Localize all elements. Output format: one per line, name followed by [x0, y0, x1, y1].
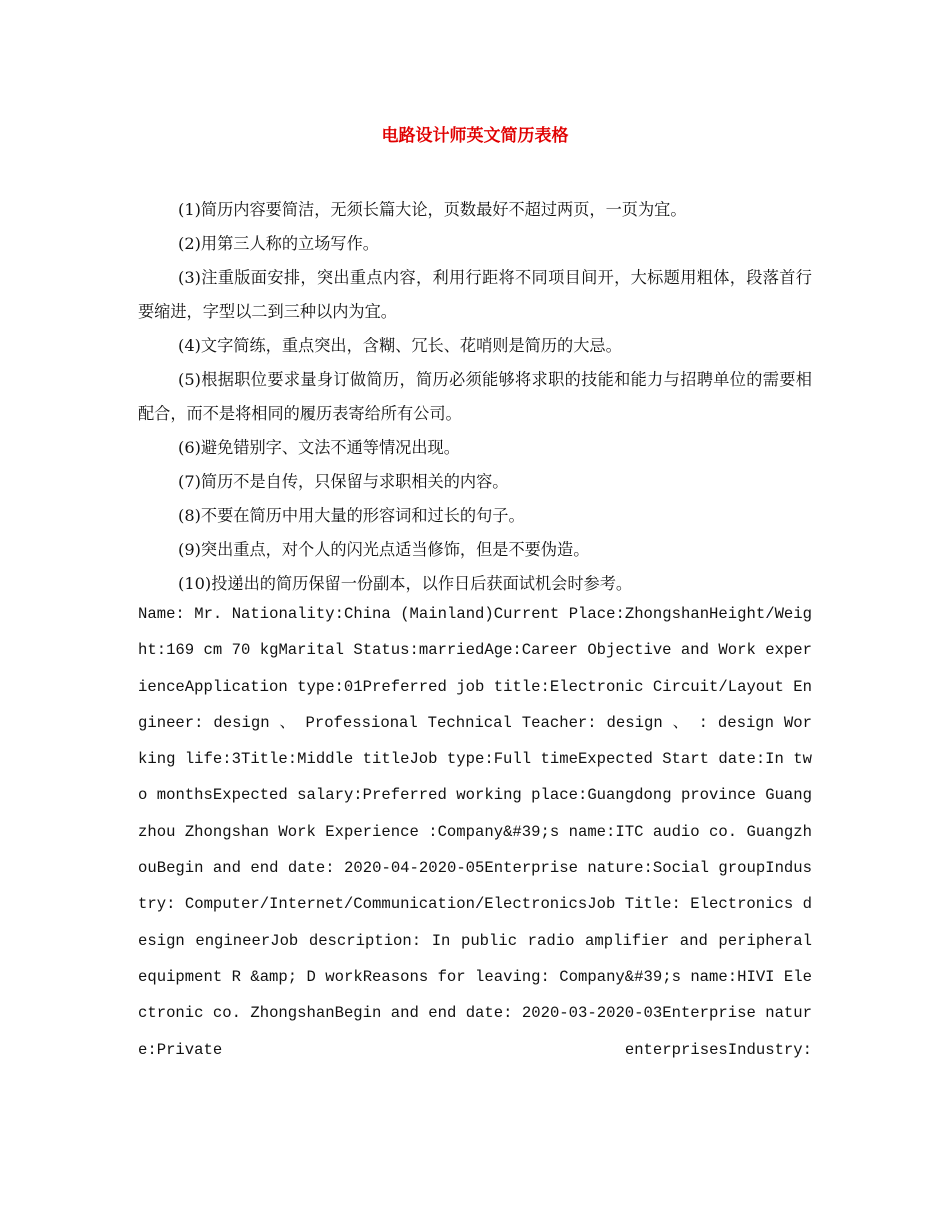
- resume-body-text: Name: Mr. Nationality:China (Mainland)Current Place:ZhongshanHeight/Weight:169 cm 70 kgMarital Status:marriedAge:Career Objective and Work experienceApplication type:01Preferred job title:Electronic Circuit/Layout Engineer: design 、 Professional Technical Teacher: design 、 : design Working life:3Title:Middle titleJob type:Full timeExpected Start date:In two monthsExpected salary:Preferred working place:Guangdong province Guangzhou Zhongshan Work Experience :Company&#39;s name:ITC audio co. GuangzhouBegin and end date: 2020-04-2020-05Enterprise nature:Social groupIndustry: Computer/Internet/Communication/ElectronicsJob Title: Electronics design engineerJob description: In public radio amplifier and peripheral equipment R &amp; D workReasons for leaving: Company&#39;s name:HIVI Electronic co. ZhongshanBegin and end date: 2020-03-2020-03Enterprise nature:Private enterprisesIndustry:: [138, 605, 812, 1059]
- tip-item: (8)不要在简历中用大量的形容词和过长的句子。: [178, 506, 525, 525]
- tip-item: (10)投递出的简历保留一份副本，以作日后获面试机会时参考。: [178, 574, 633, 593]
- tip-item: (4)文字简练，重点突出，含糊、冗长、花哨则是简历的大忌。: [178, 336, 622, 355]
- tip-item: (3)注重版面安排，突出重点内容，利用行距将不同项目间开，大标题用粗体，段落首行要缩进，字型以二到三种以内为宜。: [138, 268, 812, 321]
- tip-item: (9)突出重点，对个人的闪光点适当修饰，但是不要伪造。: [178, 540, 590, 559]
- tip-item: (6)避免错别字、文法不通等情况出现。: [178, 438, 460, 457]
- tip-item: (1)简历内容要简洁，无须长篇大论，页数最好不超过两页，一页为宜。: [178, 200, 687, 219]
- tip-item: (5)根据职位要求量身订做简历，简历必须能够将求职的技能和能力与招聘单位的需要相配合，而不是将相同的履历表寄给所有公司。: [138, 370, 812, 423]
- tip-item: (7)简历不是自传，只保留与求职相关的内容。: [178, 472, 509, 491]
- resume-tips-list: [138, 193, 812, 601]
- document-title: 电路设计师英文简历表格: [381, 126, 569, 146]
- tip-item: (2)用第三人称的立场写作。: [178, 234, 379, 253]
